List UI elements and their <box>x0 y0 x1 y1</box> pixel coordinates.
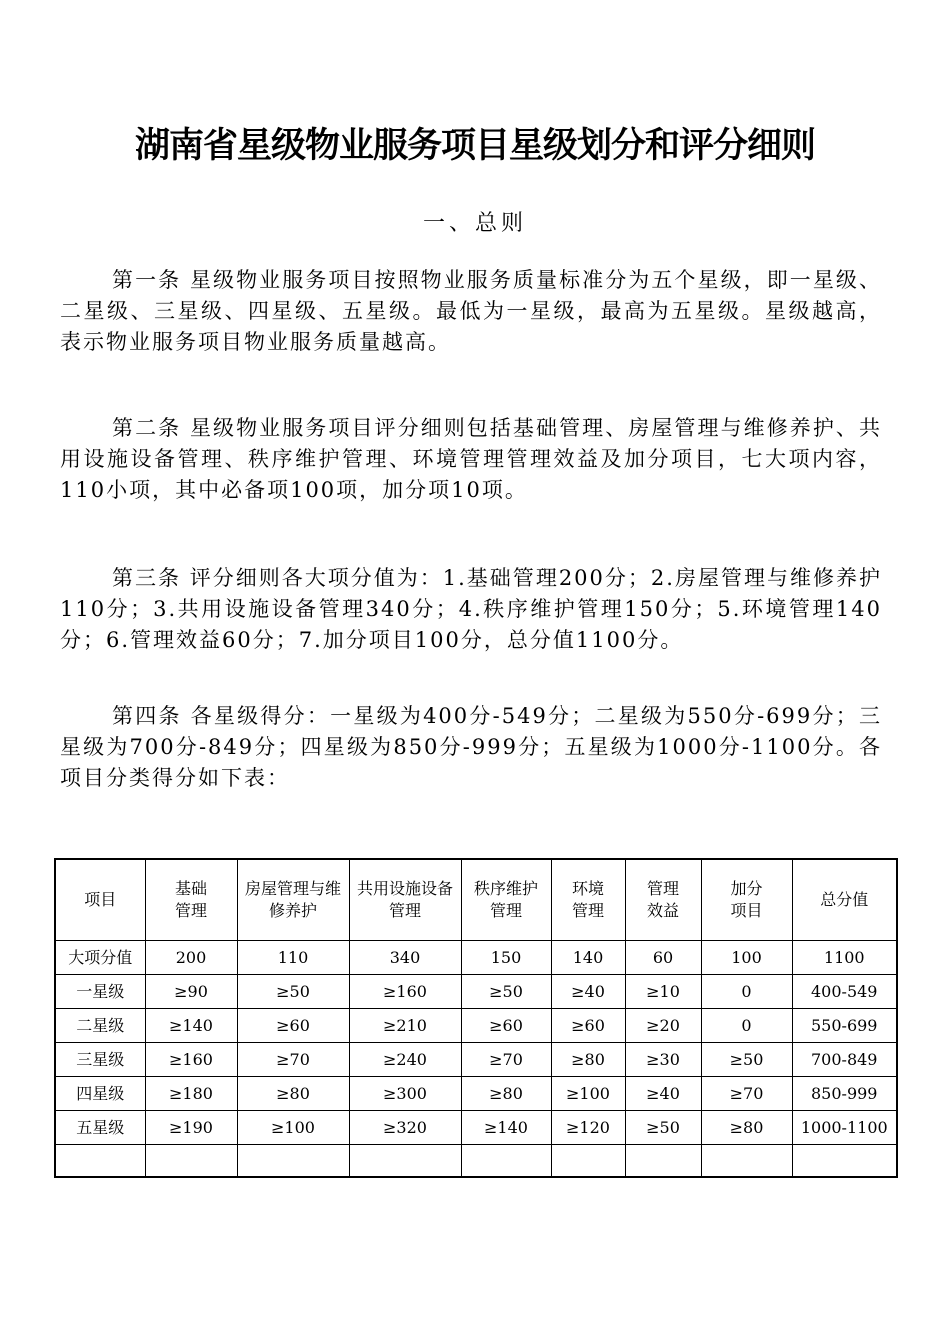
table-cell: 200 <box>145 941 237 975</box>
table-cell: ≥140 <box>145 1009 237 1043</box>
score-table <box>54 858 898 1178</box>
table-cell: 700-849 <box>792 1043 897 1077</box>
table-cell: ≥10 <box>625 975 701 1009</box>
table-cell: 110 <box>237 941 349 975</box>
table-cell: ≥80 <box>461 1077 551 1111</box>
table-cell: ≥140 <box>461 1111 551 1145</box>
table-cell: 五星级 <box>55 1111 145 1145</box>
table-cell <box>701 1145 792 1178</box>
table-cell: ≥120 <box>551 1111 625 1145</box>
table-cell: ≥80 <box>237 1077 349 1111</box>
table-cell: ≥70 <box>701 1077 792 1111</box>
section-heading: 一、总则 <box>422 211 527 236</box>
table-cell: ≥240 <box>349 1043 461 1077</box>
table-cell: 1100 <box>792 941 897 975</box>
table-cell <box>145 1145 237 1178</box>
article-2-paragraph: 第二条 星级物业服务项目评分细则包括基础管理、房屋管理与维修养护、共用设施设备管理、秩序维护管理、环境管理管理效益及加分项目，七大项内容，110小项，其中必备项100项，加分项10项。 <box>60 416 882 502</box>
table-row <box>55 1043 897 1077</box>
table-cell: 0 <box>701 1009 792 1043</box>
table-cell: 60 <box>625 941 701 975</box>
table-cell <box>792 1145 897 1178</box>
table-cell: ≥60 <box>237 1009 349 1043</box>
table-cell: ≥210 <box>349 1009 461 1043</box>
table-header-cell: 房屋管理与维修养护 <box>237 859 349 941</box>
table-cell: 400-549 <box>792 975 897 1009</box>
article-4-paragraph: 第四条 各星级得分：一星级为400分-549分；二星级为550分-699分；三星级为700分-849分；四星级为850分-999分；五星级为1000分-1100分。各项目分类得分如下表： <box>60 704 882 790</box>
table-cell: ≥300 <box>349 1077 461 1111</box>
table-cell: 550-699 <box>792 1009 897 1043</box>
table-header-cell: 管理 效益 <box>625 859 701 941</box>
table-cell: ≥60 <box>551 1009 625 1043</box>
table-cell: 150 <box>461 941 551 975</box>
table-cell: 三星级 <box>55 1043 145 1077</box>
table-cell: 1000-1100 <box>792 1111 897 1145</box>
table-empty-row <box>55 1145 897 1178</box>
table-cell: ≥320 <box>349 1111 461 1145</box>
table-row <box>55 1077 897 1111</box>
table-cell: 四星级 <box>55 1077 145 1111</box>
table-cell: ≥50 <box>625 1111 701 1145</box>
table-cell: ≥60 <box>461 1009 551 1043</box>
table-cell <box>55 1145 145 1178</box>
table-cell: ≥40 <box>551 975 625 1009</box>
table-cell: 大项分值 <box>55 941 145 975</box>
table-cell: ≥50 <box>237 975 349 1009</box>
table-cell: ≥70 <box>237 1043 349 1077</box>
table-cell: 340 <box>349 941 461 975</box>
table-cell: ≥190 <box>145 1111 237 1145</box>
table-cell: ≥180 <box>145 1077 237 1111</box>
table-cell: ≥160 <box>349 975 461 1009</box>
table-cell: ≥50 <box>461 975 551 1009</box>
table-header-row <box>55 859 897 941</box>
table-cell: ≥80 <box>701 1111 792 1145</box>
table-cell: ≥90 <box>145 975 237 1009</box>
article-1-paragraph: 第一条 星级物业服务项目按照物业服务质量标准分为五个星级，即一星级、二星级、三星级、四星级、五星级。最低为一星级，最高为五星级。星级越高，表示物业服务项目物业服务质量越高。 <box>60 268 882 354</box>
table-cell <box>551 1145 625 1178</box>
table-header-cell: 共用设施设备管理 <box>349 859 461 941</box>
table-cell: ≥20 <box>625 1009 701 1043</box>
table-cell: 100 <box>701 941 792 975</box>
table-cell <box>349 1145 461 1178</box>
table-cell: 140 <box>551 941 625 975</box>
article-3-paragraph: 第三条 评分细则各大项分值为：1.基础管理200分；2.房屋管理与维修养护110分；3.共用设施设备管理340分；4.秩序维护管理150分；5.环境管理140分；6.管理效益60分；7.加分项目100分，总分值1100分。 <box>60 566 882 652</box>
table-row <box>55 1111 897 1145</box>
table-cell <box>625 1145 701 1178</box>
table-header-cell: 秩序维护 管理 <box>461 859 551 941</box>
table-cell: ≥80 <box>551 1043 625 1077</box>
table-cell: 一星级 <box>55 975 145 1009</box>
table-cell: 850-999 <box>792 1077 897 1111</box>
table-cell: ≥70 <box>461 1043 551 1077</box>
table-header-cell: 总分值 <box>792 859 897 941</box>
table-cell: ≥50 <box>701 1043 792 1077</box>
table-cell: ≥30 <box>625 1043 701 1077</box>
table-cell: 0 <box>701 975 792 1009</box>
table-header-cell: 项目 <box>55 859 145 941</box>
table-row <box>55 941 897 975</box>
table-row <box>55 1009 897 1043</box>
table-row <box>55 975 897 1009</box>
table-header-cell: 基础 管理 <box>145 859 237 941</box>
table-cell: ≥100 <box>551 1077 625 1111</box>
table-cell <box>237 1145 349 1178</box>
table-cell: ≥160 <box>145 1043 237 1077</box>
table-cell: ≥100 <box>237 1111 349 1145</box>
table-cell: 二星级 <box>55 1009 145 1043</box>
table-cell: ≥40 <box>625 1077 701 1111</box>
table-header-cell: 加分 项目 <box>701 859 792 941</box>
page-title: 湖南省星级物业服务项目星级划分和评分细则 <box>134 126 815 166</box>
table-header-cell: 环境 管理 <box>551 859 625 941</box>
table-cell <box>461 1145 551 1178</box>
